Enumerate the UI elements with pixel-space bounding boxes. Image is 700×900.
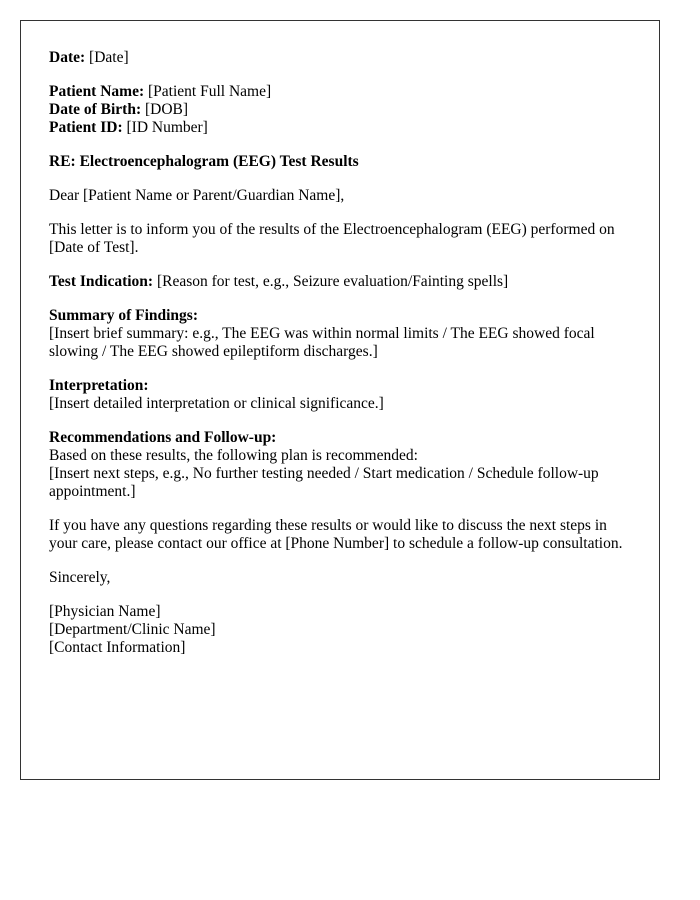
closing-paragraph: If you have any questions regarding these results or would like to discuss the next steps in your care, please contact our office at [Phone Number] to schedule a follow-up consultation. (49, 517, 623, 552)
test-indication (49, 273, 631, 291)
subject-line: RE: Electroencephalogram (EEG) Test Results (49, 153, 359, 170)
interpretation-heading: Interpretation: (49, 377, 149, 394)
recommendations-steps: [Insert next steps, e.g., No further testing needed / Start medication / Schedule follow-up appointment.] (49, 465, 599, 500)
indication-value: [Reason for test, e.g., Seizure evaluation/Fainting spells] (156, 273, 509, 290)
dob-line (49, 101, 631, 119)
summary-section (49, 307, 631, 361)
summary-heading: Summary of Findings: (49, 307, 198, 324)
physician-name: [Physician Name] (49, 603, 161, 620)
dob-value: [DOB] (145, 101, 189, 118)
date-label: Date: (49, 49, 86, 66)
signature-block (49, 603, 631, 657)
patient-name-label: Patient Name: (49, 83, 145, 100)
recommendations-intro: Based on these results, the following plan is recommended: (49, 447, 418, 464)
recommendations-section (49, 429, 631, 501)
recommendations-heading: Recommendations and Follow-up: (49, 429, 277, 446)
patient-id-label: Patient ID: (49, 119, 123, 136)
patient-id-value: [ID Number] (126, 119, 208, 136)
indication-label: Test Indication: (49, 273, 154, 290)
date-line (49, 49, 631, 67)
interpretation-section (49, 377, 631, 413)
interpretation-text: [Insert detailed interpretation or clinical significance.] (49, 395, 384, 412)
patient-name-line (49, 83, 631, 101)
summary-text: [Insert brief summary: e.g., The EEG was within normal limits / The EEG showed focal slowing / The EEG showed epileptiform discharges.] (49, 325, 595, 360)
contact-information: [Contact Information] (49, 639, 186, 656)
patient-name-value: [Patient Full Name] (148, 83, 272, 100)
department-name: [Department/Clinic Name] (49, 621, 216, 638)
letter-page (20, 20, 660, 780)
patient-info (49, 83, 631, 137)
date-value: [Date] (89, 49, 129, 66)
intro-paragraph: This letter is to inform you of the results of the Electroencephalogram (EEG) performed on [Date of Test]. (49, 221, 615, 256)
dob-label: Date of Birth: (49, 101, 142, 118)
patient-id-line (49, 119, 631, 137)
salutation: Dear [Patient Name or Parent/Guardian Name], (49, 187, 345, 204)
signoff: Sincerely, (49, 569, 111, 586)
